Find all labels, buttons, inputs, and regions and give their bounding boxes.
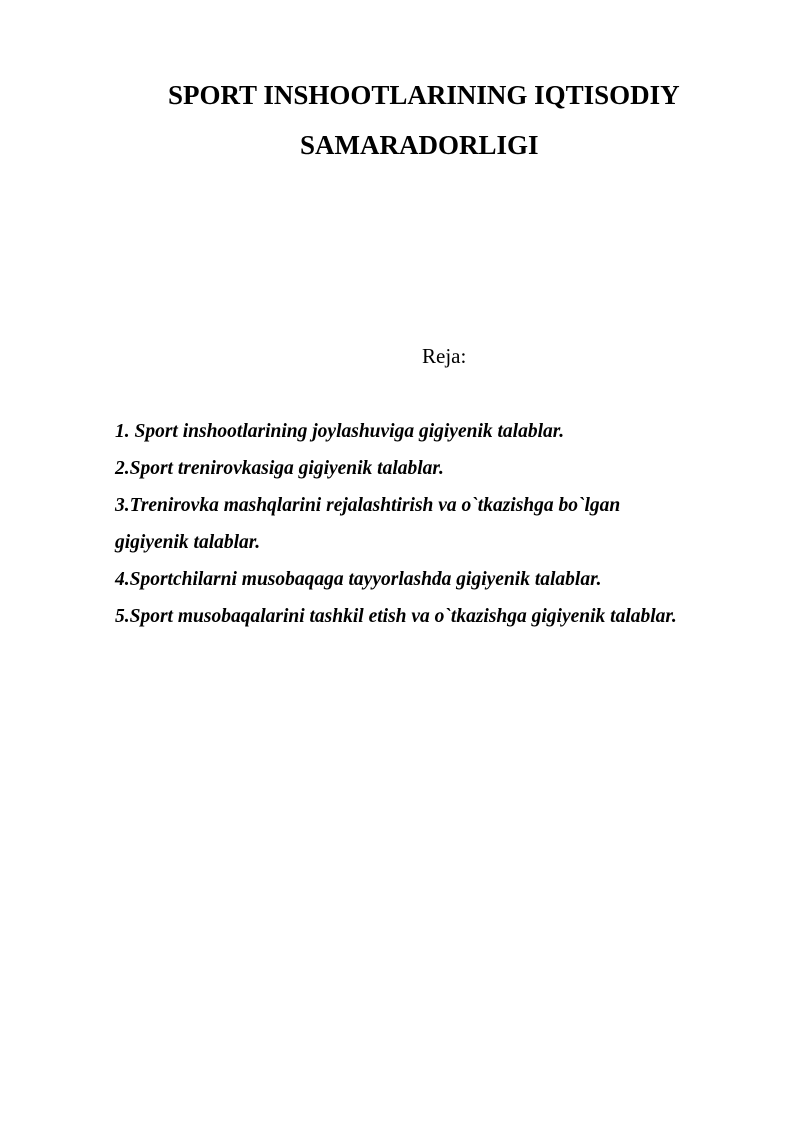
plan-item-3-continued: gigiyenik talablar. bbox=[115, 532, 261, 553]
plan-item-3: 3.Trenirovka mashqlarini rejalashtirish va o`tkazishga bo`lgan bbox=[115, 495, 621, 516]
plan-list bbox=[115, 413, 755, 635]
plan-item-1: 1. Sport inshootlarining joylashuviga gigiyenik talablar. bbox=[115, 421, 565, 442]
plan-item-2: 2.Sport trenirovkasiga gigiyenik talablar. bbox=[115, 458, 444, 479]
plan-item-5: 5.Sport musobaqalarini tashkil etish va o`tkazishga gigiyenik talablar. bbox=[115, 606, 677, 627]
document-title-line-1: SPORT INSHOOTLARINING IQTISODIY bbox=[168, 80, 680, 110]
plan-heading: Reja: bbox=[422, 344, 467, 368]
plan-item-4: 4.Sportchilarni musobaqaga tayyorlashda gigiyenik talablar. bbox=[115, 569, 602, 590]
document-title-line-2: SAMARADORLIGI bbox=[300, 130, 539, 160]
